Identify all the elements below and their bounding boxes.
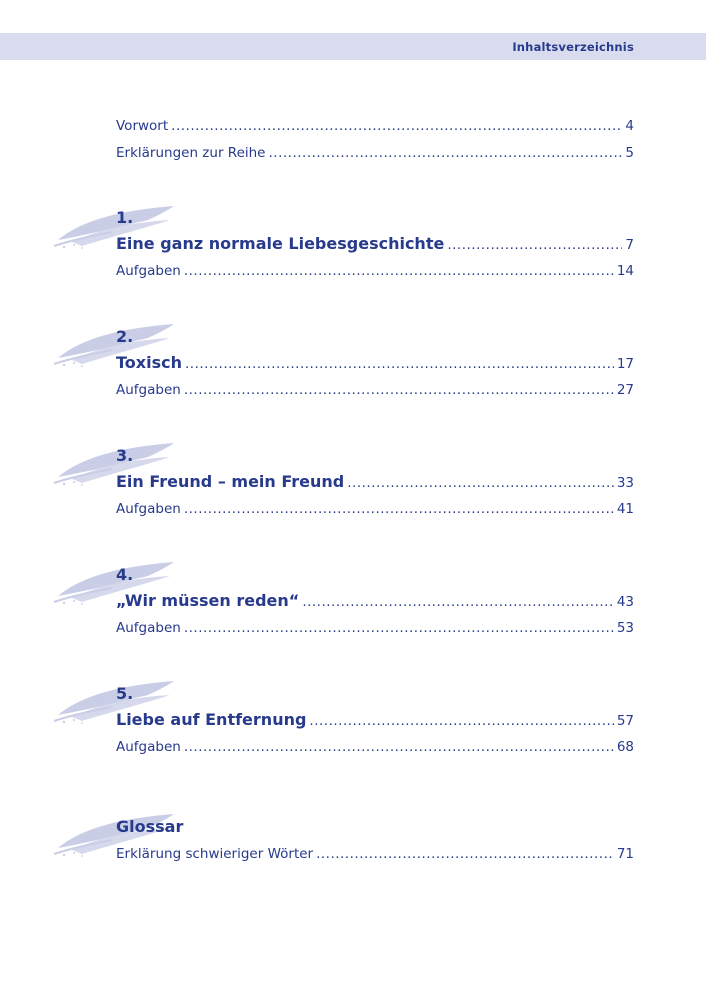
subentry-page: 68 (616, 739, 634, 755)
toc-entry-label: Erklärungen zur Reihe (116, 145, 266, 161)
toc-subentry-1[interactable] (116, 263, 634, 283)
chapter-page: 57 (616, 713, 634, 729)
chapter-page: 17 (616, 356, 634, 372)
chapter-title: Liebe auf Entfernung (116, 710, 307, 729)
subentry-page: 14 (616, 263, 634, 279)
chapter-title: „Wir müssen reden“ (116, 591, 300, 610)
toc-entry-erklaerungen[interactable] (116, 145, 634, 165)
toc-subentry-2[interactable] (116, 382, 634, 402)
chapter-title: Eine ganz normale Liebesgeschichte (116, 234, 445, 253)
dot-leader (184, 620, 614, 636)
dot-leader (184, 382, 614, 398)
toc-chapter-4[interactable] (116, 591, 634, 611)
subentry-label: Aufgaben (116, 739, 181, 755)
toc-subentry-4[interactable] (116, 620, 634, 640)
subentry-page: 27 (616, 382, 634, 398)
dot-leader (268, 145, 622, 161)
toc-glossary-entry[interactable] (116, 846, 634, 866)
subentry-label: Aufgaben (116, 382, 181, 398)
toc-chapter-2[interactable] (116, 353, 634, 373)
chapter-number: 1. (116, 208, 134, 227)
subentry-label: Aufgaben (116, 620, 181, 636)
dot-leader (184, 501, 614, 517)
subentry-label: Aufgaben (116, 501, 181, 517)
chapter-title: Toxisch (116, 353, 182, 372)
toc-entry-page: 4 (625, 118, 634, 134)
subentry-label: Aufgaben (116, 263, 181, 279)
toc-entry-label: Vorwort (116, 118, 169, 134)
chapter-page: 43 (616, 594, 634, 610)
dot-leader (185, 356, 614, 372)
dot-leader (347, 475, 614, 491)
dot-leader (309, 713, 613, 729)
toc-entry-vorwort[interactable] (116, 118, 634, 138)
chapter-page: 7 (625, 237, 634, 253)
dot-leader (316, 846, 614, 862)
glossary-title: Glossar (116, 817, 184, 836)
header-title: Inhaltsverzeichnis (512, 40, 634, 54)
chapter-number: 5. (116, 684, 134, 703)
subentry-page: 53 (616, 620, 634, 636)
chapter-number: 2. (116, 327, 134, 346)
toc-chapter-1[interactable] (116, 234, 634, 254)
toc-subentry-3[interactable] (116, 501, 634, 521)
dot-leader (447, 237, 622, 253)
toc-entry-page: 5 (625, 145, 634, 161)
chapter-title: Ein Freund – mein Freund (116, 472, 345, 491)
dot-leader (171, 118, 622, 134)
subentry-page: 41 (616, 501, 634, 517)
subentry-page: 71 (616, 846, 634, 862)
toc-chapter-5[interactable] (116, 710, 634, 730)
header-band (0, 33, 706, 60)
chapter-page: 33 (616, 475, 634, 491)
dot-leader (184, 263, 614, 279)
chapter-number: 4. (116, 565, 134, 584)
dot-leader (184, 739, 614, 755)
toc-subentry-5[interactable] (116, 739, 634, 759)
subentry-label: Erklärung schwieriger Wörter (116, 846, 314, 862)
dot-leader (302, 594, 614, 610)
chapter-number: 3. (116, 446, 134, 465)
toc-chapter-3[interactable] (116, 472, 634, 492)
